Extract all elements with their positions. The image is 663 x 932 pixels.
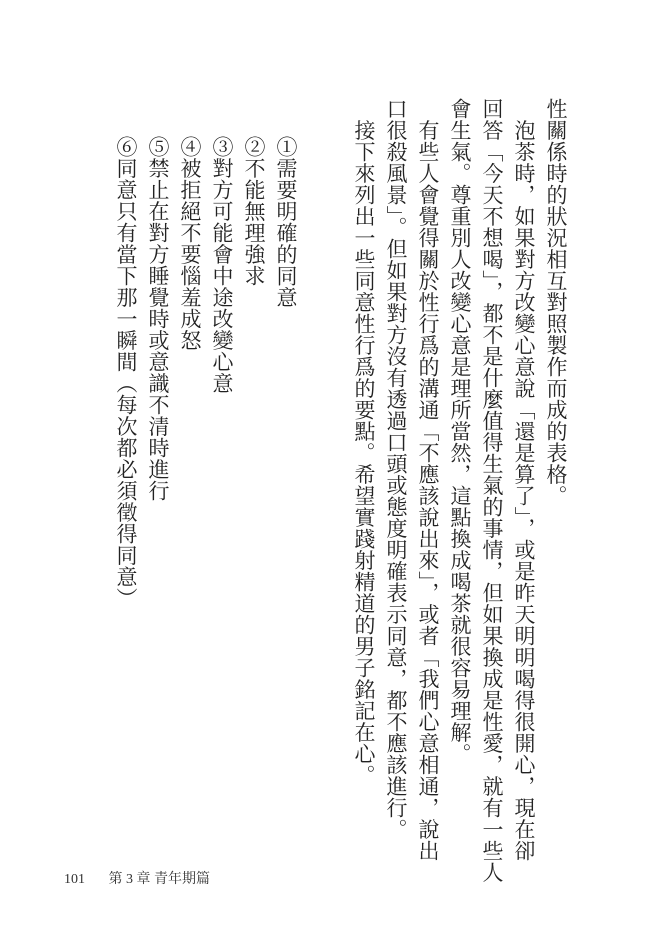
list-item: ④被拒絕不要惱羞成怒 — [178, 136, 202, 351]
page-footer — [64, 868, 210, 888]
body-column: 有些人會覺得關於性行爲的溝通「不應該說出來」，或者「我們心意相通，說出 — [416, 98, 440, 862]
list-item: ②不能無理強求 — [242, 136, 266, 287]
page-number: 101 — [64, 872, 85, 887]
body-column: 接下來列出一些同意性行爲的要點。希望實踐射精道的男子銘記在心。 — [352, 98, 376, 786]
consent-list — [110, 136, 302, 756]
list-item: ③對方可能會中途改變心意 — [210, 136, 234, 394]
list-item: ①需要明確的同意 — [274, 136, 298, 308]
chapter-title: 第 3 章 青年期篇 — [108, 872, 210, 887]
body-column: 回答「今天不想喝」，都不是什麼值得生氣的事情，但如果換成是性愛，就有一些人 — [480, 98, 504, 883]
list-item: ⑥同意只有當下那一瞬間（每次都必須徵得同意） — [114, 136, 138, 609]
body-column: 會生氣。尊重別人改變心意是理所當然，這點換成喝茶就很容易理解。 — [448, 98, 472, 765]
list-item: ⑤禁止在對方睡覺時或意識不清時進行 — [146, 136, 170, 502]
body-column: 口很殺風景」。但如果對方沒有透過口頭或態度明確表示同意，都不應該進行。 — [384, 98, 408, 840]
body-text — [348, 98, 572, 883]
body-column: 性關係時的狀況相互對照製作而成的表格。 — [544, 98, 568, 507]
body-column: 泡茶時，如果對方改變心意說「還是算了」，或是昨天明明喝得很開心，現在卻 — [512, 98, 536, 862]
